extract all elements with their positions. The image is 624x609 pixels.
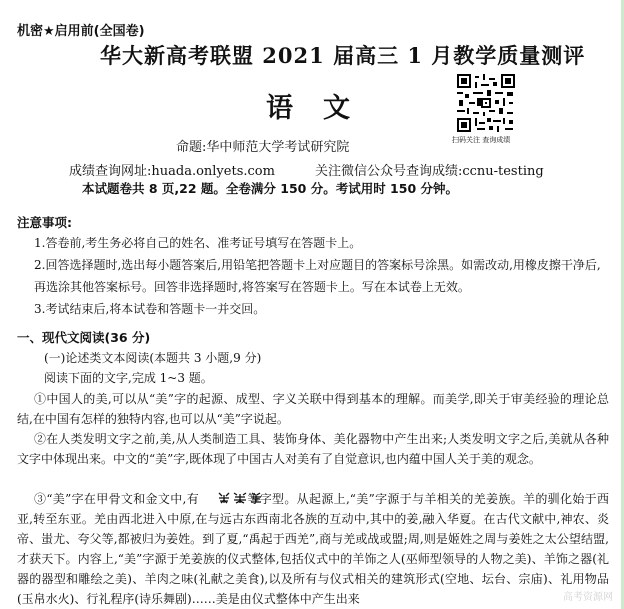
passage-paragraph-2: ②在人类发明文字之前,美,从人类制造工具、装饰身体、美化器物中产生出来;人类发明文字之后,美就从各种文字中体现出来。中文的“美”字,既体现了中国古人对美有了自觉意识,也内蕴中国人关于美的观念。 [17, 432, 609, 466]
section-title: 一、现代文阅读(36 分) [17, 330, 151, 345]
bronze-script-glyph-icon [215, 490, 231, 502]
notice-title: 注意事项: [17, 215, 72, 230]
score-query-site[interactable]: 成绩查询网址:huada.onlyets.com [69, 164, 275, 179]
exam-author: 命题:华中师范大学考试研究院 [176, 140, 350, 155]
notice-item: 3.考试结束后,将本试卷和答题卡一并交回。 [34, 302, 266, 316]
score-query-line [69, 160, 544, 179]
exam-info: 本试题卷共 8 页,22 题。全卷满分 150 分。考试用时 150 分钟。 [82, 181, 458, 196]
seal-script-glyph-icon [231, 490, 247, 502]
notice-item: 2.回答选择题时,选出每小题答案后,用铅笔把答题卡上对应题目的答案标号涂黑。如需改动,用橡皮擦干净后,再选涂其他答案标号。回答非选择题时,将答案写在答题卡上。写在本试卷上无效。 [34, 258, 601, 294]
qr-caption: 扫码关注 查询成绩 [452, 136, 511, 144]
watermark: 高考资源网 [563, 592, 613, 603]
score-query-wechat: 关注微信公众号查询成绩:ccnu-testing [314, 164, 544, 179]
paragraph-3-rest: 等字型。从起源上,“美”字源于与羊相关的羌姜族。羊的驯化始于西亚,转至东亚。羌由西北进入中原,在与远古东西南北各族的互动中,其中的姜,融入华夏。在古代文献中,神农、炎帝、蚩尤、夸父等,都被归为姜姓。到了夏,“禹起于西羌”,商与羌或战或盟;周,则是姬姓之周与姜姓之太公望结盟,才获天下。内容上,“美”字源于羌姜族的仪式整体,包括仪式中的羊饰之人(巫师型领导的人物之美)、羊饰之器(礼器的器型和雕绘之美)、羊肉之味(礼献之美食),以及所有与仪式相关的建筑形式(空地、坛台、宗庙)、礼用物品(玉帛水火)、行礼程序(诗乐舞剧)……美是由仪式整体中产生出来 [17, 492, 609, 606]
paragraph-3-start: ③“美”字在甲骨文和金文中,有 [34, 492, 200, 506]
exam-title: 华大新高考联盟 2021 届高三 1 月教学质量测评 [100, 43, 586, 68]
notice-item: 1.答卷前,考生务必将自己的姓名、准考证号填写在答题卡上。 [34, 236, 362, 250]
confidential-label: 机密★启用前(全国卷) [17, 24, 145, 39]
subject-title: 语文 [266, 93, 380, 124]
passage-paragraph-3 [17, 489, 609, 609]
section-subtitle: (一)论述类文本阅读(本题共 3 小题,9 分) [44, 351, 262, 365]
passage-paragraph-1: ①中国人的美,可以从“美”字的起源、成型、字义关联中得到基本的理解。而美学,即关于审美经验的理论总结,在中国有怎样的独特内容,也可以从“美”字说起。 [17, 392, 609, 426]
oracle-bone-glyph-icon [199, 490, 215, 502]
qr-code-icon[interactable] [457, 74, 515, 132]
section-instruction: 阅读下面的文字,完成 1~3 题。 [44, 371, 213, 385]
